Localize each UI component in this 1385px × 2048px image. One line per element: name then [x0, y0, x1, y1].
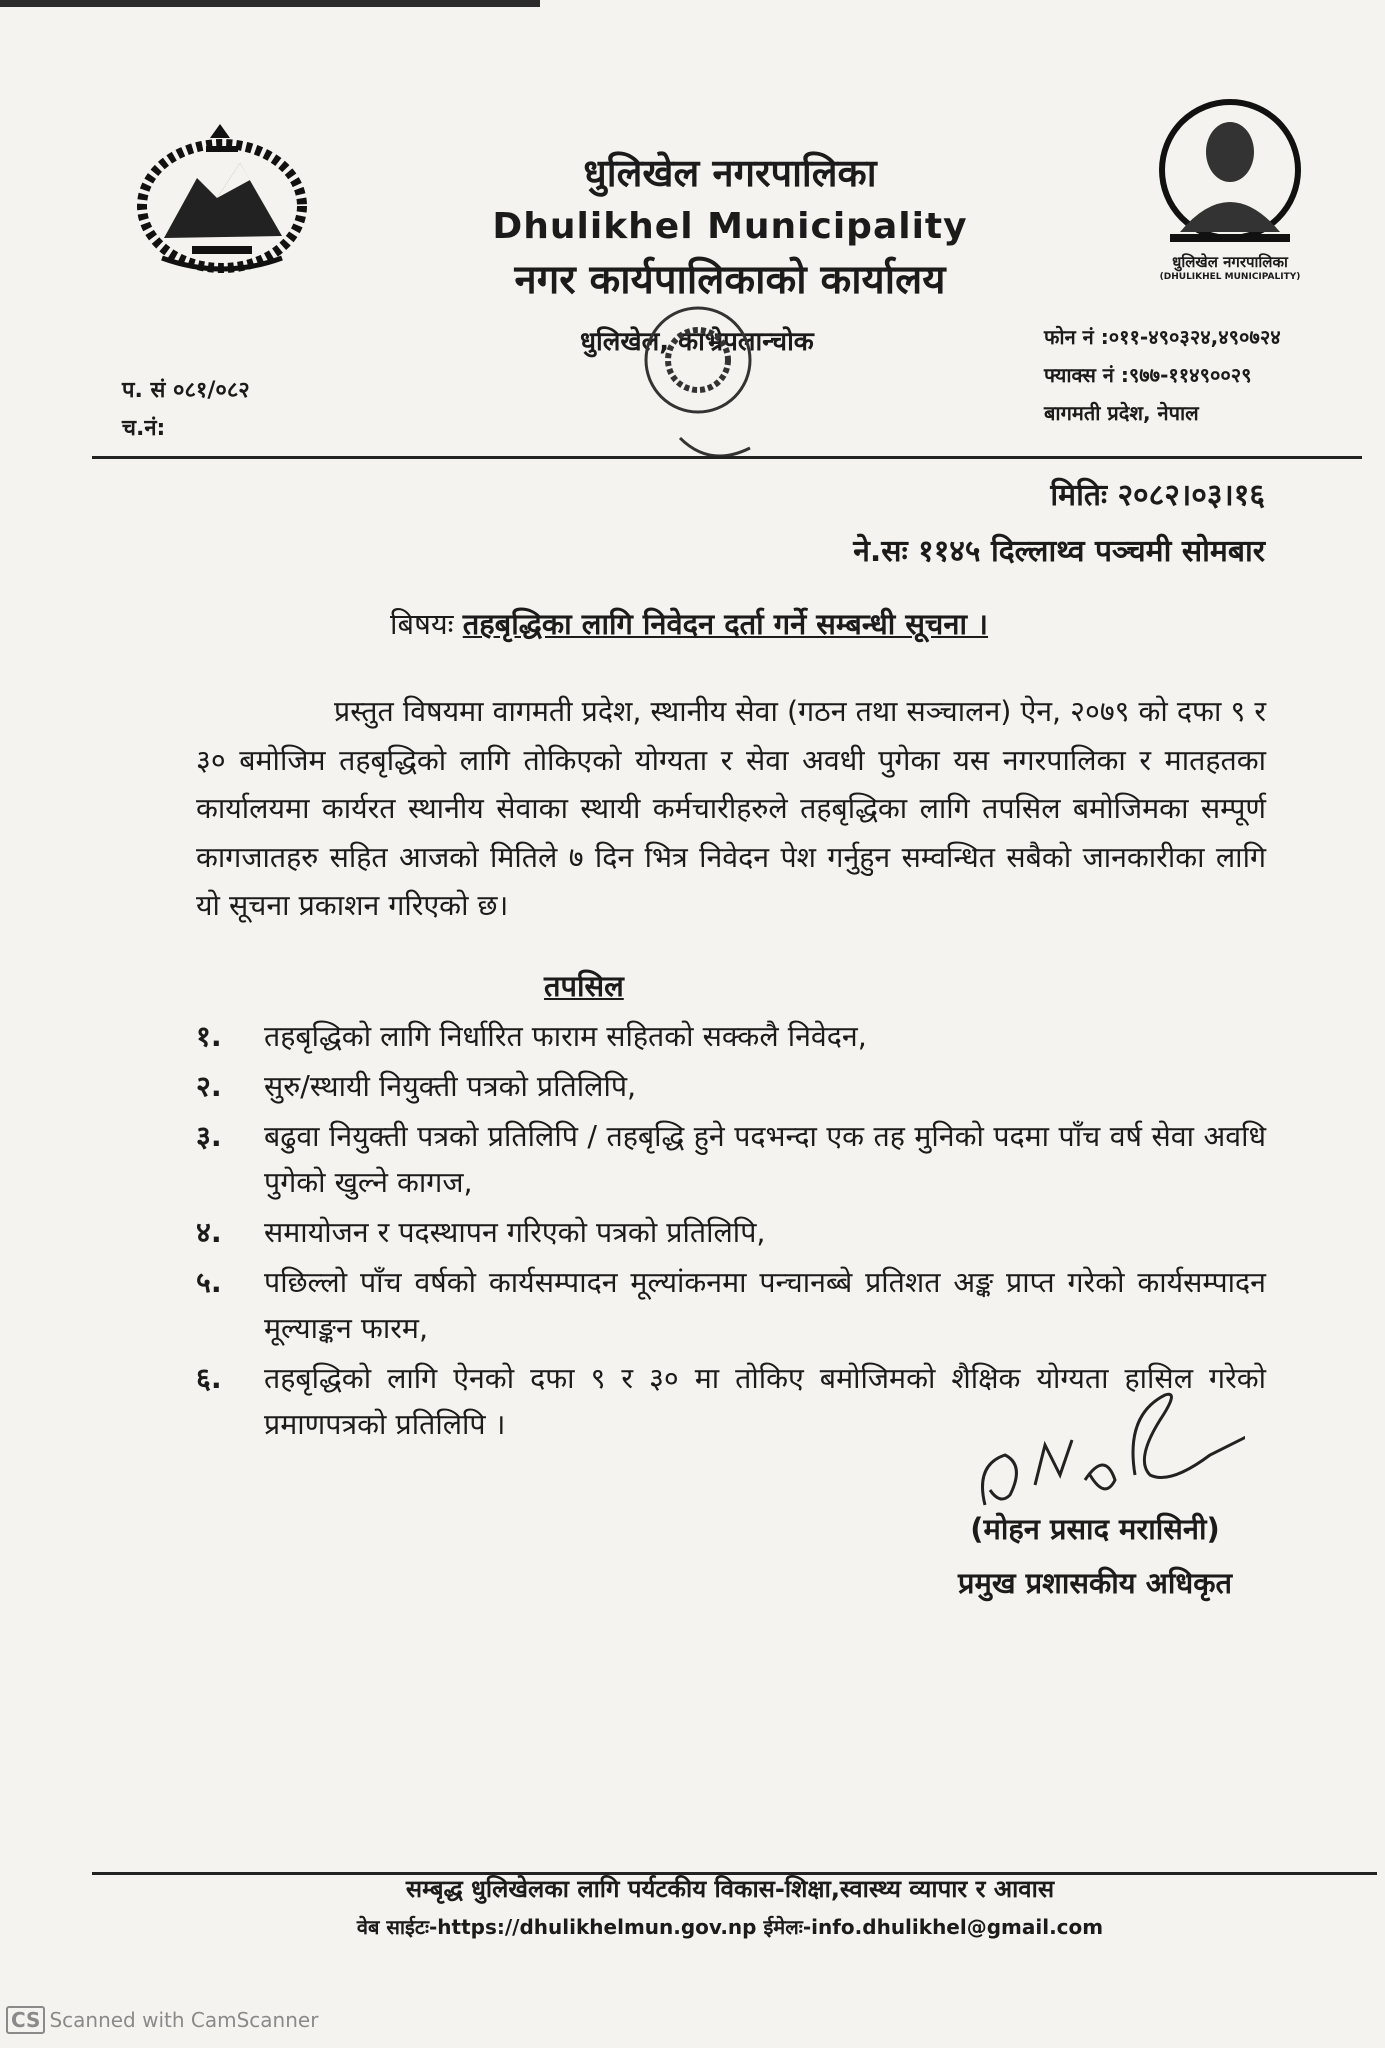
municipality-name-english: Dhulikhel Municipality — [492, 206, 968, 247]
logo-caption-english: (DHULIKHEL MUNICIPALITY) — [1159, 272, 1301, 282]
schedule-list — [196, 1014, 1266, 1448]
logo-caption-nepali: धुलिखेल नगरपालिका — [1172, 253, 1288, 271]
signatory-name: (मोहन प्रसाद मरासिनी) — [970, 1512, 1220, 1546]
list-item: २. सुरु/स्थायी नियुक्ती पत्रको प्रतिलिपि, — [196, 1070, 637, 1103]
handwritten-signature — [945, 1385, 1245, 1515]
footer — [300, 1866, 1160, 1940]
office-name: नगर कार्यपालिकाको कार्यालय — [514, 257, 946, 303]
office-seal-stamp — [580, 298, 810, 508]
signatory-designation: प्रमुख प्रशासकीय अधिकृत — [958, 1566, 1233, 1600]
reference-block — [122, 372, 250, 448]
camscanner-text: Scanned with CamScanner — [49, 2008, 319, 2032]
contact-block — [1044, 318, 1281, 432]
office-address: धुलिखेल, काभ्रेपलान्चोक — [580, 327, 814, 357]
list-item: ३. बढुवा नियुक्ती पत्रको प्रतिलिपि / तहबृद्धि हुने पदभन्दा एक तह मुनिको पदमा पाँच वर्ष सेवा अवधि पुगेको खुल्ने कागज, — [196, 1120, 1266, 1199]
header-divider — [92, 456, 1362, 459]
body-paragraph — [196, 688, 1266, 931]
municipality-logo — [1140, 92, 1320, 292]
province-name: बागमती प्रदेश, नेपाल — [1044, 401, 1199, 425]
subject-text: तहबृद्धिका लागि निवेदन दर्ता गर्ने सम्बन्धी सूचना । — [462, 607, 989, 641]
subject-line — [390, 604, 988, 643]
nepal-emblem-icon — [122, 118, 322, 278]
body-text: प्रस्तुत विषयमा वागमती प्रदेश, स्थानीय सेवा (गठन तथा सञ्चालन) ऐन, २०७९ को दफा ९ र ३० बमोजिम तहबृद्धिको लागि तोकिएको योग्यता र सेवा अवधी पुगेका यस नगरपालिका र मातहतका कार्यालयमा कार्यरत स्थानीय सेवाका स्थायी कर्मचारीहरुले तहबृद्धिका लागि तपसिल बमोजिमका सम्पूर्ण कागजातहरु सहित आजको मितिले ७ दिन भित्र निवेदन पेश गर्नुहुन सम्वन्धित सबैको जानकारीका लागि यो सूचना प्रकाशन गरिएको छ। — [196, 695, 1266, 922]
subject-label: बिषयः — [390, 607, 454, 641]
list-item: १. तहबृद्धिको लागि निर्धारित फाराम सहितको सक्कलै निवेदन, — [196, 1020, 867, 1053]
letter-date: मितिः २०८२।०३।१६ — [1050, 478, 1265, 513]
list-item: ६. तहबृद्धिको लागि ऐनको दफा ९ र ३० मा तोकिए बमोजिमको शैक्षिक योग्यता हासिल गरेको प्रमाणपत्रको प्रतिलिपि । — [196, 1362, 1266, 1441]
letter-number: प. सं ०८१/०८२ — [122, 378, 250, 403]
list-item: ५. पछिल्लो पाँच वर्षको कार्यसम्पादन मूल्यांकनमा पन्चानब्बे प्रतिशत अङ्क प्राप्त गरेको कार्यसम्पादन मूल्याङ्कन फारम, — [196, 1266, 1266, 1345]
phone-number: फोन नं :०११-४९०३२४,४९०७२४ — [1044, 325, 1281, 349]
list-item: ४. समायोजन र पदस्थापन गरिएको पत्रको प्रतिलिपि, — [196, 1216, 766, 1249]
signatory-block — [958, 1502, 1232, 1610]
nepal-sambat-date: ने.सः ११४५ दिल्लाथ्व पञ्चमी सोमबार — [853, 534, 1265, 569]
footer-tagline: सम्बृद्ध धुलिखेलका लागि पर्यटकीय विकास-शिक्षा,स्वास्थ्य व्यापार र आवास — [405, 1875, 1055, 1903]
camscanner-icon: CS — [6, 2006, 45, 2034]
municipality-name-nepali: धुलिखेल नगरपालिका — [583, 151, 877, 195]
date-block — [820, 468, 1265, 580]
scan-edge-bar — [0, 0, 540, 7]
footer-web-email: वेब साईटः-https://dhulikhelmun.gov.np ईमेलः-info.dhulikhel@gmail.com — [356, 1915, 1104, 1939]
deity-logo-icon — [1140, 92, 1320, 252]
camscanner-watermark — [6, 2006, 318, 2034]
dispatch-number: च.नं: — [122, 416, 166, 441]
fax-number: फ्याक्स नं :९७७-११४९००२९ — [1044, 363, 1252, 387]
schedule-heading: तपसिल — [544, 969, 624, 1003]
